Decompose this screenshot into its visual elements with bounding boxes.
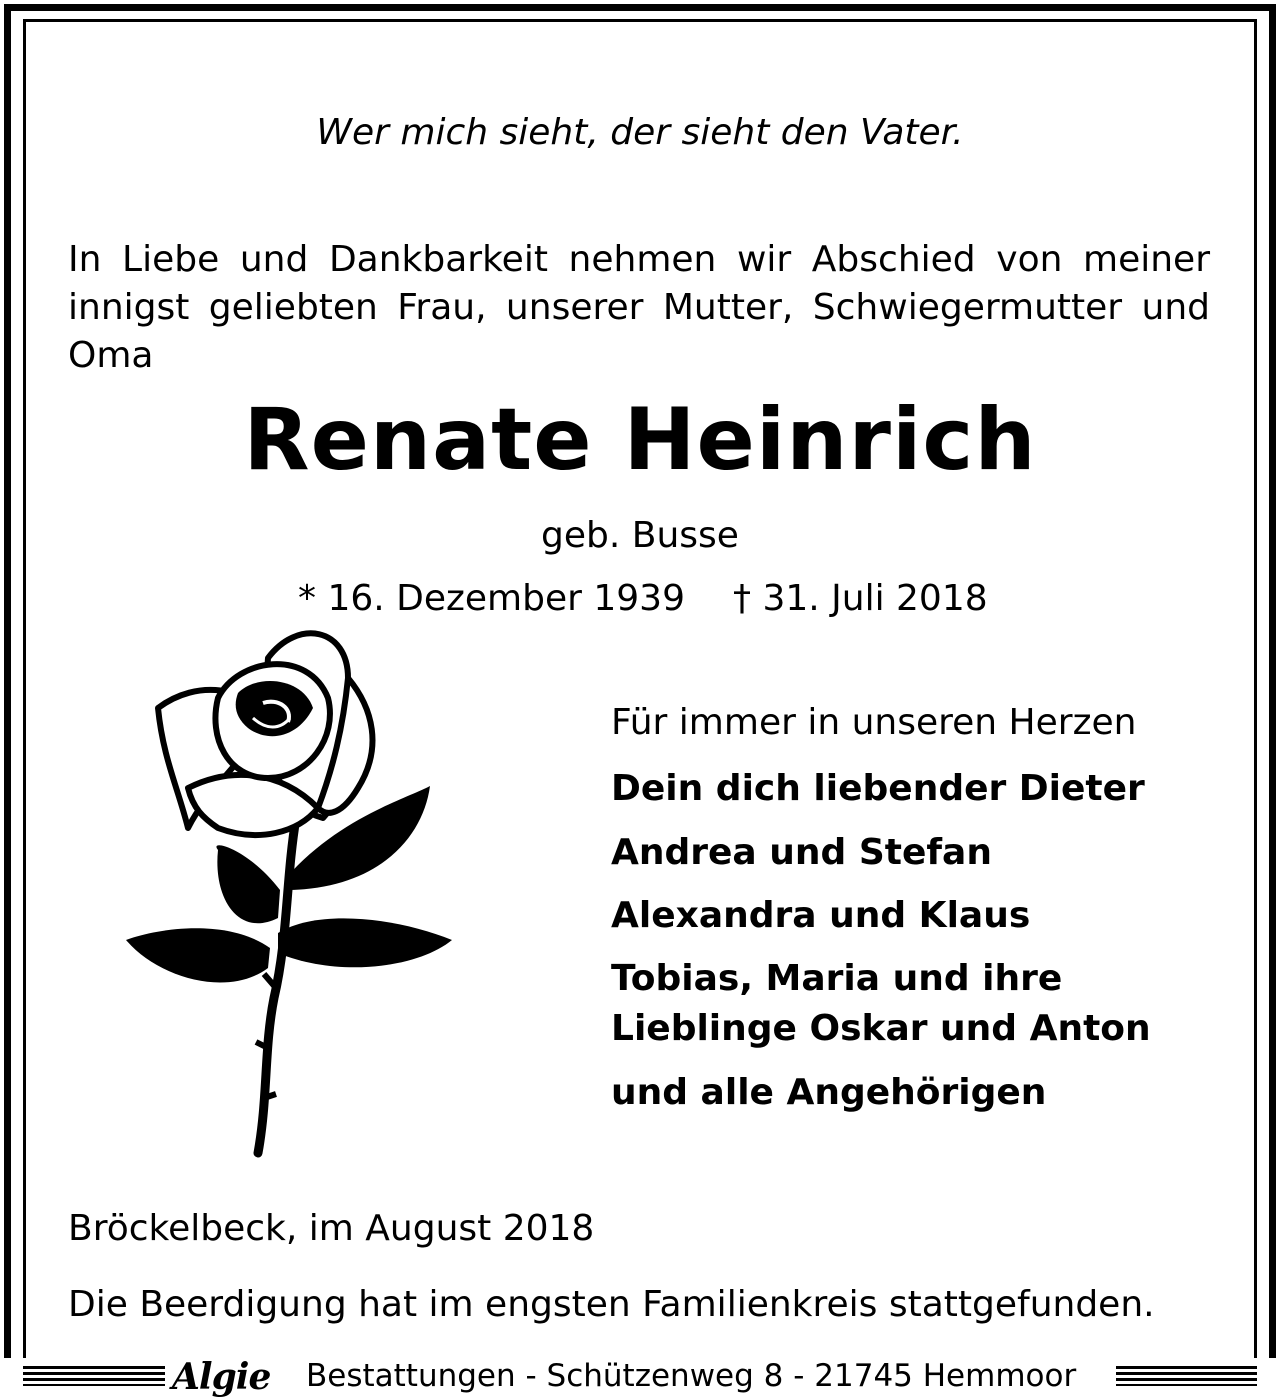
mourner-line: Dein dich liebender Dieter xyxy=(611,768,1145,809)
place-date: Bröckelbeck, im August 2018 xyxy=(68,1208,595,1249)
maiden-name: geb. Busse xyxy=(541,515,739,556)
deceased-name: Renate Heinrich xyxy=(243,390,1037,490)
mourner-line: Lieblinge Oskar und Anton xyxy=(611,1008,1151,1049)
intro-line-3: Oma xyxy=(68,335,154,376)
intro-line-1: In Liebe und Dankbarkeit nehmen wir Abschied von meiner xyxy=(68,239,1210,280)
footer-rule-left xyxy=(23,1366,165,1386)
mourner-line: Alexandra und Klaus xyxy=(611,895,1031,936)
burial-note: Die Beerdigung hat im engsten Familienkreis stattgefunden. xyxy=(68,1284,1155,1325)
mourner-line: Tobias, Maria und ihre xyxy=(611,958,1063,999)
footer-rule-right xyxy=(1116,1366,1257,1386)
funeral-home-info: Bestattungen - Schützenweg 8 - 21745 Hemmoor xyxy=(306,1358,1077,1394)
funeral-home-logo: Algie xyxy=(172,1356,271,1398)
footer xyxy=(0,1358,1280,1399)
closing-line: Für immer in unseren Herzen xyxy=(611,702,1137,743)
rose-icon xyxy=(118,618,458,1158)
mourner-line: Andrea und Stefan xyxy=(611,832,992,873)
birth-date: * 16. Dezember 1939 xyxy=(298,578,685,619)
intro-line-2: innigst geliebten Frau, unserer Mutter, Schwiegermutter und xyxy=(68,287,1210,328)
intro-text xyxy=(68,236,1210,380)
death-date: † 31. Juli 2018 xyxy=(733,578,988,619)
motto: Wer mich sieht, der sieht den Vater. xyxy=(316,112,964,153)
mourner-line: und alle Angehörigen xyxy=(611,1072,1047,1113)
